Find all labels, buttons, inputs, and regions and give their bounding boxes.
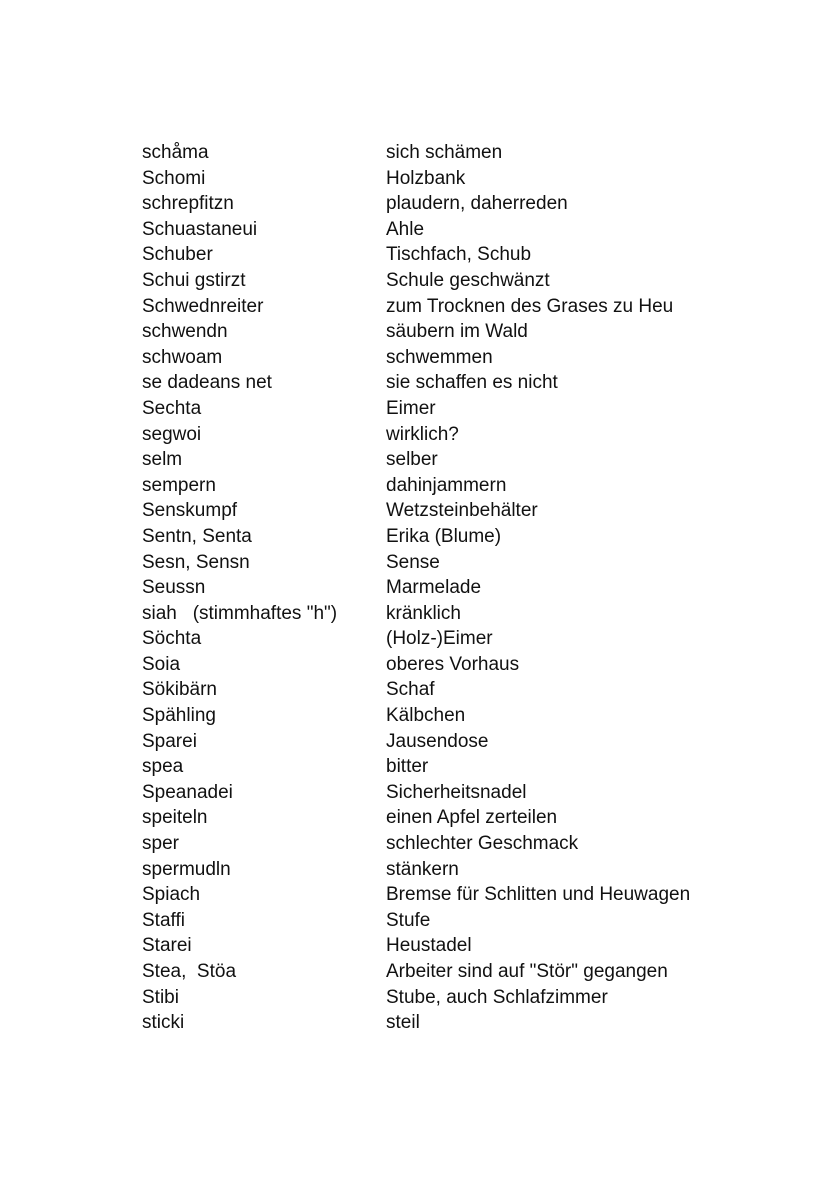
- dialect-term: Sökibärn: [142, 679, 217, 701]
- glossary-entry: [142, 447, 782, 473]
- term-meaning: Schule geschwänzt: [386, 269, 550, 291]
- term-meaning: selber: [386, 449, 438, 471]
- glossary-entry: [142, 677, 782, 703]
- term-meaning: einen Apfel zerteilen: [386, 807, 558, 829]
- dialect-term: schwendn: [142, 321, 228, 343]
- glossary-entry: [142, 601, 782, 627]
- glossary-entry: [142, 524, 782, 550]
- term-meaning: säubern im Wald: [386, 321, 528, 343]
- term-meaning: Heustadel: [386, 935, 472, 957]
- glossary-entry: [142, 268, 782, 294]
- term-meaning: Arbeiter sind auf "Stör" gegangen: [386, 961, 668, 982]
- term-meaning: Marmelade: [386, 577, 482, 599]
- dialect-term: spea: [142, 756, 184, 778]
- glossary-entry: [142, 319, 782, 345]
- term-meaning: Wetzsteinbehälter: [386, 500, 538, 522]
- glossary-entry: [142, 166, 782, 192]
- dialect-term: Stea, Stöa: [142, 961, 237, 982]
- dialect-term: selm: [142, 449, 183, 471]
- glossary-entry: [142, 242, 782, 268]
- glossary-entry: [142, 882, 782, 908]
- term-meaning: dahinjammern: [386, 474, 507, 496]
- term-meaning: steil: [386, 1012, 420, 1034]
- dialect-term: Seussn: [142, 577, 206, 599]
- dialect-term: schwoam: [142, 346, 223, 368]
- term-meaning: wirklich?: [386, 423, 459, 445]
- term-meaning: Sicherheitsnadel: [386, 781, 527, 803]
- dialect-term: speiteln: [142, 807, 208, 829]
- term-meaning: Eimer: [386, 397, 436, 419]
- glossary-entry: [142, 1010, 782, 1036]
- glossary-entry: [142, 473, 782, 499]
- term-meaning: Stufe: [386, 909, 431, 931]
- glossary-entry: [142, 626, 782, 652]
- dialect-term: Starei: [142, 935, 192, 957]
- glossary-entry: [142, 396, 782, 422]
- dialect-term: Sentn, Senta: [142, 525, 252, 547]
- dialect-term: schrepfitzn: [142, 193, 234, 215]
- dialect-term: siah (stimmhaftes "h"): [142, 602, 338, 624]
- term-meaning: Kälbchen: [386, 705, 466, 727]
- term-meaning: Holzbank: [386, 167, 466, 189]
- glossary-entry: [142, 140, 782, 166]
- term-meaning: Bremse für Schlitten und Heuwagen: [386, 884, 691, 906]
- dialect-term: Schwednreiter: [142, 295, 264, 317]
- glossary-entry: [142, 933, 782, 959]
- term-meaning: Sense: [386, 551, 440, 573]
- glossary-list: [142, 140, 782, 1036]
- dialect-term: Schuastaneui: [142, 218, 258, 240]
- dialect-term: se dadeans net: [142, 372, 272, 394]
- glossary-entry: [142, 498, 782, 524]
- dialect-term: Speanadei: [142, 781, 233, 803]
- glossary-entry: [142, 780, 782, 806]
- term-meaning: Schaf: [386, 679, 435, 701]
- dialect-term: Spähling: [142, 705, 216, 727]
- glossary-entry: [142, 294, 782, 320]
- dialect-term: segwoi: [142, 423, 202, 445]
- glossary-entry: [142, 345, 782, 371]
- term-meaning: Ahle: [386, 218, 425, 240]
- term-meaning: zum Trocknen des Grases zu Heu: [386, 295, 674, 317]
- dialect-term: Schui gstirzt: [142, 269, 246, 291]
- term-meaning: (Holz-)Eimer: [386, 628, 493, 650]
- term-meaning: sich schämen: [386, 142, 503, 163]
- term-meaning: stänkern: [386, 858, 459, 880]
- dialect-term: Stibi: [142, 986, 179, 1008]
- glossary-entry: [142, 550, 782, 576]
- glossary-entry: [142, 422, 782, 448]
- dialect-term: spermudln: [142, 858, 231, 880]
- glossary-entry: [142, 703, 782, 729]
- term-meaning: oberes Vorhaus: [386, 653, 520, 675]
- dialect-term: Schomi: [142, 167, 206, 189]
- glossary-entry: [142, 754, 782, 780]
- term-meaning: Stube, auch Schlafzimmer: [386, 986, 608, 1008]
- dialect-term: Spiach: [142, 884, 201, 906]
- glossary-entry: [142, 370, 782, 396]
- term-meaning: Tischfach, Schub: [386, 244, 532, 266]
- term-meaning: kränklich: [386, 602, 461, 624]
- term-meaning: schlechter Geschmack: [386, 833, 579, 855]
- dialect-term: Sechta: [142, 397, 202, 419]
- dialect-term: Sparei: [142, 730, 197, 752]
- dialect-term: Söchta: [142, 628, 202, 650]
- glossary-entry: [142, 831, 782, 857]
- dialect-term: sticki: [142, 1012, 185, 1034]
- dialect-term: sper: [142, 833, 179, 855]
- dialect-term: Soia: [142, 653, 181, 675]
- dialect-term: Staffi: [142, 909, 185, 931]
- glossary-entry: [142, 652, 782, 678]
- term-meaning: Jausendose: [386, 730, 489, 752]
- glossary-entry: [142, 729, 782, 755]
- dialect-term: Senskumpf: [142, 500, 238, 522]
- glossary-entry: [142, 805, 782, 831]
- dialect-term: Schuber: [142, 244, 213, 266]
- glossary-entry: [142, 985, 782, 1011]
- dialect-term: sempern: [142, 474, 216, 496]
- glossary-entry: [142, 217, 782, 243]
- term-meaning: bitter: [386, 756, 429, 778]
- term-meaning: plaudern, daherreden: [386, 193, 568, 215]
- glossary-entry: [142, 857, 782, 883]
- glossary-entry: [142, 575, 782, 601]
- term-meaning: schwemmen: [386, 346, 493, 368]
- term-meaning: sie schaffen es nicht: [386, 372, 558, 394]
- glossary-entry: [142, 191, 782, 217]
- term-meaning: Erika (Blume): [386, 525, 502, 547]
- dialect-term: Sesn, Sensn: [142, 551, 250, 573]
- glossary-entry: [142, 959, 782, 985]
- dialect-term: schåma: [142, 142, 209, 163]
- glossary-entry: [142, 908, 782, 934]
